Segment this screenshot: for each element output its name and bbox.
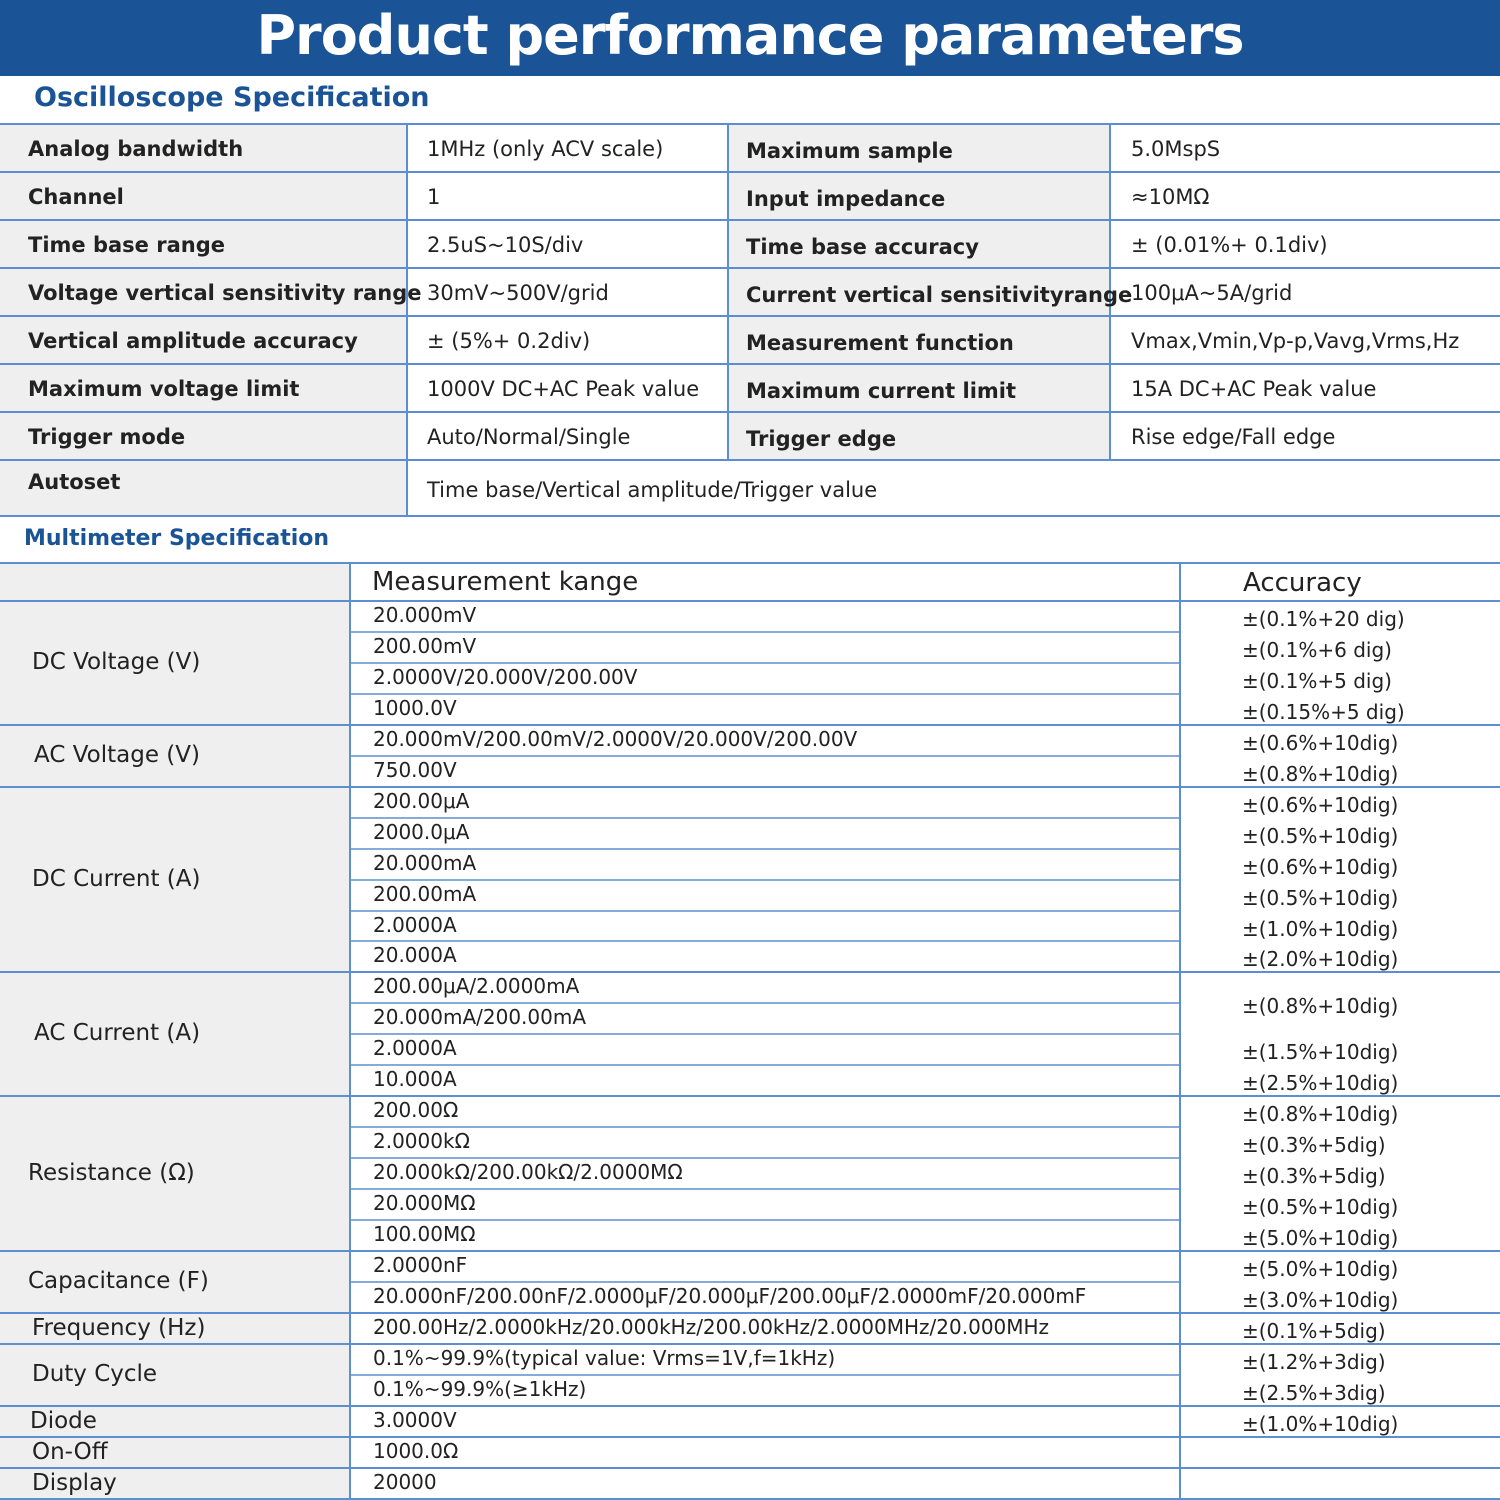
accuracy-value: ±(0.1%+5 dig) [1242, 668, 1392, 693]
accuracy-value: ±(5.0%+10dig) [1242, 1226, 1399, 1250]
category-label: DC Voltage (V) [32, 649, 201, 675]
spec-value: 1000V DC+AC Peak value [427, 377, 700, 401]
oscilloscope-section-title: Oscilloscope Specification [34, 82, 430, 113]
accuracy-value: ±(0.5%+10dig) [1242, 885, 1399, 910]
measurement-range: 200.00μA [373, 788, 470, 813]
accuracy-column-header: Accuracy [1243, 568, 1362, 598]
page-title: Product performance parameters [256, 4, 1244, 67]
category-label: AC Current (A) [34, 1020, 201, 1047]
spec-label: Time base range [28, 233, 225, 257]
spec-label: Analog bandwidth [28, 137, 244, 161]
category-label: AC Voltage (V) [34, 741, 200, 768]
measurement-range: 1000.0V [373, 695, 457, 720]
spec-value: 15A DC+AC Peak value [1131, 377, 1377, 401]
measurement-range: 200.00mV [373, 633, 477, 658]
measurement-range: 20.000nF/200.00nF/2.0000μF/20.000μF/200.00μF/2.0000mF/20.000mF [373, 1283, 1087, 1308]
measurement-range: 0.1%~99.9%(typical value: Vrms=1V,f=1kHz) [373, 1345, 836, 1370]
spec-value: 100μA~5A/grid [1131, 281, 1293, 305]
accuracy-value: ±(0.1%+6 dig) [1242, 637, 1392, 662]
table-rule [350, 755, 1180, 757]
spec-value: Vmax,Vmin,Vp-p,Vavg,Vrms,Hz [1131, 329, 1460, 353]
spec-value: 5.0MspS [1131, 137, 1221, 161]
measurement-range: 20.000MΩ [373, 1191, 476, 1216]
measurement-range: 20.000kΩ/200.00kΩ/2.0000MΩ [373, 1160, 683, 1185]
category-label: DC Current (A) [32, 865, 201, 892]
spec-label: Channel [28, 185, 124, 209]
measurement-range: 2.0000A [373, 1036, 457, 1061]
spec-value: ± (5%+ 0.2div) [427, 329, 591, 353]
measurement-range: 2.0000kΩ [373, 1129, 470, 1154]
accuracy-value: ±(5.0%+10dig) [1242, 1256, 1399, 1281]
table-rule [350, 1095, 1180, 1097]
category-label: Resistance (Ω) [28, 1160, 195, 1187]
category-label: Frequency (Hz) [32, 1314, 206, 1341]
accuracy-value: ±(1.0%+10dig) [1242, 916, 1399, 941]
table-rule [350, 1126, 1180, 1128]
accuracy-value: ±(0.3%+5dig) [1242, 1164, 1386, 1189]
spec-label: Trigger edge [746, 427, 897, 451]
measurement-range: 100.00MΩ [373, 1222, 476, 1246]
spec-value: ± (0.01%+ 0.1div) [1131, 233, 1328, 257]
table-rule [350, 1033, 1180, 1035]
accuracy-value: ±(0.8%+10dig) [1242, 1102, 1399, 1127]
spec-label: Input impedance [746, 187, 946, 211]
spec-label: Maximum sample [746, 139, 953, 163]
table-rule [1180, 1467, 1500, 1469]
accuracy-value: ±(3.0%+10dig) [1242, 1287, 1399, 1312]
spec-value: 1MHz (only ACV scale) [427, 137, 664, 161]
spec-value: Rise edge/Fall edge [1131, 425, 1336, 449]
table-rule [350, 1467, 1180, 1469]
measurement-range: 10.000A [373, 1067, 457, 1092]
table-rule [727, 124, 729, 460]
accuracy-value: ±(1.5%+10dig) [1242, 1040, 1399, 1065]
measurement-range: 200.00μA/2.0000mA [373, 974, 580, 999]
table-rule [1179, 562, 1181, 1499]
accuracy-value: ±(0.15%+5 dig) [1242, 699, 1405, 724]
measurement-range: 2.0000V/20.000V/200.00V [373, 664, 638, 689]
measurement-range: 200.00Ω [373, 1098, 459, 1123]
table-rule [349, 562, 351, 1499]
accuracy-value: ±(0.5%+10dig) [1242, 823, 1399, 848]
category-label: Capacitance (F) [28, 1267, 209, 1294]
category-label: Diode [30, 1407, 97, 1434]
accuracy-value: ±(2.0%+10dig) [1242, 947, 1399, 972]
measurement-range: 20.000mA/200.00mA [373, 1005, 587, 1030]
accuracy-value: ±(0.3%+5dig) [1242, 1133, 1386, 1158]
table-rule [406, 124, 408, 516]
spec-value: ≈10MΩ [1131, 185, 1210, 209]
header-bar [0, 0, 1500, 76]
accuracy-value: ±(1.0%+10dig) [1242, 1411, 1399, 1436]
spec-value: Time base/Vertical amplitude/Trigger value [427, 478, 878, 502]
table-rule [350, 1250, 1180, 1252]
accuracy-value: ±(0.6%+10dig) [1242, 792, 1399, 817]
category-label: Display [32, 1469, 117, 1496]
table-rule [0, 123, 1500, 125]
measurement-range: 20.000mV [373, 603, 477, 627]
table-rule [350, 1498, 1180, 1500]
accuracy-value: ±(2.5%+3dig) [1242, 1380, 1386, 1405]
accuracy-value: ±(0.8%+10dig) [1242, 761, 1399, 786]
spec-label: Trigger mode [28, 425, 186, 449]
spec-value: 2.5uS~10S/div [427, 233, 584, 257]
multimeter-section-title: Multimeter Specification [24, 526, 330, 551]
measurement-range: 0.1%~99.9%(≥1kHz) [373, 1376, 587, 1401]
accuracy-value: ±(0.5%+10dig) [1242, 1195, 1399, 1220]
table-rule [350, 817, 1180, 819]
spec-value: Auto/Normal/Single [427, 425, 631, 449]
spec-value: 30mV~500V/grid [427, 281, 609, 305]
accuracy-value: ±(0.1%+20 dig) [1242, 607, 1405, 631]
measurement-range: 20.000A [373, 943, 457, 968]
measurement-range: 2.0000A [373, 912, 457, 937]
table-rule [1180, 1498, 1500, 1500]
spec-label: Time base accuracy [746, 235, 979, 259]
measurement-range: 20.000mV/200.00mV/2.0000V/20.000V/200.00V [373, 726, 858, 751]
spec-label: Maximum voltage limit [28, 377, 300, 401]
table-rule [350, 693, 1180, 695]
spec-label: Measurement function [746, 331, 1014, 355]
measurement-range: 20000 [373, 1469, 437, 1494]
spec-label: Voltage vertical sensitivity range [28, 281, 422, 305]
table-rule [350, 1064, 1180, 1066]
accuracy-value: ±(0.1%+5dig) [1242, 1318, 1386, 1343]
spec-label: Current vertical sensitivityrange [746, 283, 1133, 307]
table-rule [350, 1405, 1180, 1407]
accuracy-value: ±(0.6%+10dig) [1242, 730, 1399, 755]
spec-label: Autoset [28, 470, 121, 494]
spec-label: Maximum current limit [746, 379, 1017, 403]
accuracy-value: ±(2.5%+10dig) [1242, 1071, 1399, 1096]
accuracy-value: ±(1.2%+3dig) [1242, 1349, 1386, 1374]
range-column-header: Measurement kange [372, 567, 639, 597]
measurement-range: 750.00V [373, 757, 457, 782]
accuracy-value: ±(0.6%+10dig) [1242, 854, 1399, 879]
category-label: On-Off [32, 1438, 108, 1465]
measurement-range: 200.00mA [373, 881, 477, 906]
measurement-range: 3.0000V [373, 1407, 457, 1432]
table-rule [350, 786, 1180, 788]
spec-value: 1 [427, 185, 441, 209]
table-rule [350, 940, 1180, 942]
category-label: Duty Cycle [32, 1360, 158, 1387]
table-rule [350, 1436, 1180, 1438]
measurement-range: 2.0000nF [373, 1252, 468, 1277]
measurement-range: 2000.0μA [373, 819, 470, 844]
accuracy-value: ±(0.8%+10dig) [1242, 993, 1399, 1018]
measurement-range: 200.00Hz/2.0000kHz/20.000kHz/200.00kHz/2.0000MHz/20.000MHz [373, 1314, 1050, 1339]
table-rule [350, 910, 1180, 912]
spec-label: Vertical amplitude accuracy [28, 329, 358, 353]
measurement-range: 1000.0Ω [373, 1438, 459, 1463]
measurement-range: 20.000mA [373, 850, 477, 875]
